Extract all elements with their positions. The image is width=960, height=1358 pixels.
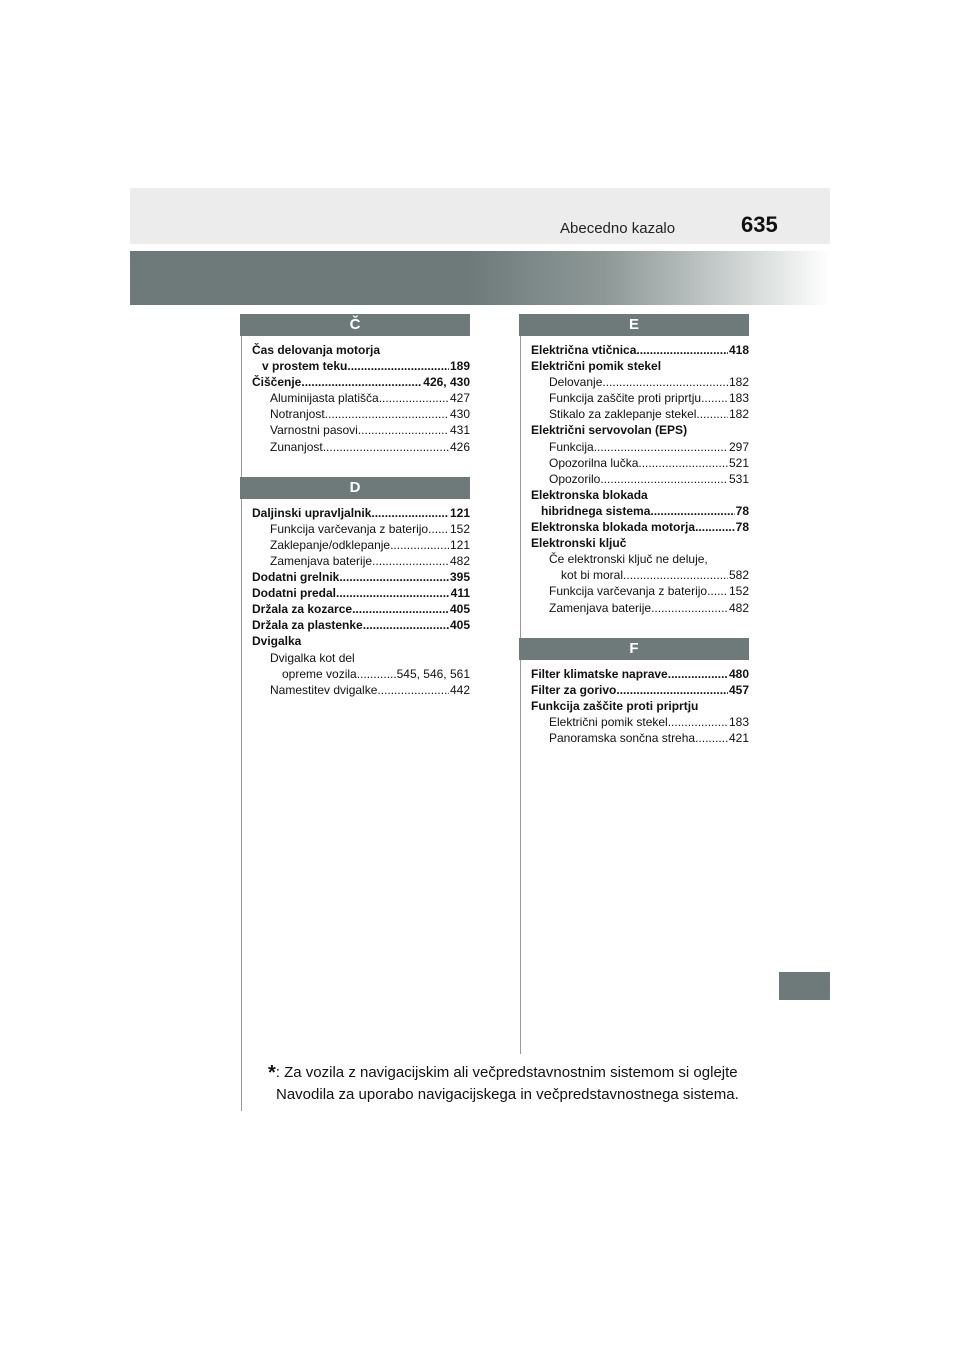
index-entry xyxy=(240,374,470,390)
entry-page-ref: 405 xyxy=(449,618,470,633)
entry-term: Stikalo za zaklepanje stekel xyxy=(549,407,697,422)
dot-leader xyxy=(339,569,449,585)
entry-term: Filter za gorivo xyxy=(531,682,617,697)
page-title: Abecedno kazalo xyxy=(560,220,676,237)
entry-page-ref: 182 xyxy=(728,407,749,422)
entry-page-ref: 521 xyxy=(728,455,749,470)
index-entry xyxy=(240,521,470,537)
dot-leader xyxy=(668,714,728,730)
index-entry xyxy=(519,406,749,422)
index-entry xyxy=(519,390,749,406)
entry-page-ref: 405 xyxy=(449,602,470,617)
dot-leader xyxy=(668,666,728,682)
entry-page-ref: 152 xyxy=(728,584,749,599)
index-column-left xyxy=(240,314,470,698)
entry-page-ref: 411 xyxy=(450,586,470,601)
index-entry xyxy=(519,374,749,390)
entry-term: opreme vozila xyxy=(282,666,357,681)
index-entry xyxy=(240,601,470,617)
entry-term: Notranjost xyxy=(270,407,325,422)
index-entry xyxy=(240,585,470,601)
dot-leader xyxy=(650,503,734,519)
entry-term: Funkcija zaščite proti priprtju xyxy=(531,698,699,713)
entry-term: Funkcija xyxy=(549,439,594,454)
index-entry xyxy=(519,342,749,358)
index-entry xyxy=(519,730,749,746)
entry-term: Električna vtičnica xyxy=(531,343,637,357)
entry-page-ref: 189 xyxy=(449,359,470,374)
entry-page-ref: 183 xyxy=(728,391,749,406)
page-number: 635 xyxy=(741,212,778,237)
dot-leader xyxy=(325,406,449,422)
dot-leader xyxy=(594,439,728,455)
entry-term: Zamenjava baterije xyxy=(549,600,652,615)
entry-page-ref: 480 xyxy=(728,666,749,681)
index-entry xyxy=(240,390,470,406)
entry-page-ref: 152 xyxy=(449,521,470,536)
dot-leader xyxy=(363,617,449,633)
entry-term: Opozorilo xyxy=(549,471,601,486)
index-entry xyxy=(519,666,749,682)
entry-page-ref: 78 xyxy=(735,503,749,518)
entry-term: Delovanje xyxy=(549,375,603,390)
dot-leader xyxy=(377,682,449,698)
index-entry xyxy=(519,682,749,698)
entry-page-ref: 430 xyxy=(449,407,470,422)
entry-term: Filter klimatske naprave xyxy=(531,666,668,681)
index-entry xyxy=(240,682,470,698)
dot-leader xyxy=(600,471,728,487)
entry-page-ref: 421 xyxy=(728,730,749,745)
section-thumb-tab xyxy=(779,972,830,1000)
dot-leader xyxy=(358,422,449,438)
entry-page-ref: 121 xyxy=(449,505,470,520)
entry-page-ref: 482 xyxy=(728,600,749,615)
index-entry xyxy=(519,503,749,519)
index-column-right xyxy=(519,314,749,746)
entry-term: Držala za kozarce xyxy=(252,602,353,617)
entry-term: Zaklepanje/odklepanje xyxy=(270,537,391,552)
entry-page-ref: 457 xyxy=(728,682,749,697)
dot-leader xyxy=(696,406,728,422)
entry-term: Dvigalka xyxy=(252,634,302,649)
dot-leader xyxy=(347,358,449,374)
index-entry xyxy=(240,439,470,455)
entry-page-ref: 182 xyxy=(728,375,749,390)
entry-page-ref: 183 xyxy=(728,714,749,729)
dot-leader xyxy=(379,390,449,406)
dot-leader xyxy=(352,601,449,617)
index-entry xyxy=(519,551,749,567)
index-entry xyxy=(240,406,470,422)
index-entry xyxy=(519,455,749,471)
section-gap xyxy=(240,455,470,477)
entry-term: Funkcija varčevanja z baterijo xyxy=(270,521,429,536)
dot-leader xyxy=(357,666,396,682)
footnote xyxy=(268,1062,750,1105)
entry-term: Električni pomik stekel xyxy=(531,359,662,374)
index-entry xyxy=(519,535,749,551)
dot-leader xyxy=(371,505,449,521)
entry-term: Panoramska sončna streha xyxy=(549,730,696,745)
entry-term: Daljinski upravljalnik xyxy=(252,505,372,520)
dot-leader xyxy=(616,682,728,698)
entry-page-ref: 582 xyxy=(728,568,749,583)
index-entry xyxy=(519,471,749,487)
entry-page-ref: 78 xyxy=(735,520,749,535)
entry-term: Držala za plastenke xyxy=(252,618,363,633)
entry-page-ref: 431 xyxy=(449,423,470,438)
section-letter-header: E xyxy=(519,314,749,336)
entry-page-ref: 418 xyxy=(728,343,749,357)
dot-leader xyxy=(428,521,449,537)
footnote-line-2: Navodila za uporabo navigacijskega in večpredstavnostnega sistema. xyxy=(276,1086,739,1103)
dot-leader xyxy=(602,374,728,390)
dot-leader xyxy=(695,519,735,535)
entry-page-ref: 442 xyxy=(449,682,470,697)
entry-term: Elektronski ključ xyxy=(531,536,627,551)
gradient-banner xyxy=(130,251,830,305)
index-entry xyxy=(240,617,470,633)
dot-leader xyxy=(323,439,449,455)
entry-page-ref: 426 xyxy=(449,439,470,454)
index-entry xyxy=(240,505,470,521)
entry-page-ref: 121 xyxy=(449,537,470,552)
index-entry xyxy=(519,519,749,535)
index-entry xyxy=(240,666,470,682)
entry-term: Če elektronski ključ ne deluje, xyxy=(549,552,708,567)
footnote-text-1: : Za vozila z navigacijskim ali večpredstavnostnim sistemom si oglejte xyxy=(275,1064,738,1081)
dot-leader xyxy=(638,455,728,471)
index-entry xyxy=(519,358,749,374)
entry-term: Opozorilna lučka xyxy=(549,455,639,470)
index-entry xyxy=(519,698,749,714)
dot-leader xyxy=(623,567,728,583)
dot-leader xyxy=(301,374,422,390)
entry-term: Čiščenje xyxy=(252,375,302,390)
entry-term: Elektronska blokada xyxy=(531,487,648,502)
entry-page-ref: 297 xyxy=(728,439,749,454)
dot-leader xyxy=(390,537,449,553)
entry-term: Zamenjava baterije xyxy=(270,553,373,568)
entry-page-ref: 531 xyxy=(728,471,749,486)
entry-term: Električni pomik stekel xyxy=(549,714,668,729)
entry-term: v prostem teku xyxy=(262,359,348,374)
dot-leader xyxy=(707,583,728,599)
entry-term: hibridnega sistema xyxy=(541,503,651,518)
index-entry xyxy=(240,342,470,358)
section-letter-header: D xyxy=(240,477,470,499)
index-entry xyxy=(519,422,749,438)
index-entry xyxy=(240,537,470,553)
index-entry xyxy=(240,422,470,438)
section-letter-header: F xyxy=(519,638,749,660)
entry-term: Dodatni grelnik xyxy=(252,570,340,585)
entry-page-ref: 482 xyxy=(449,553,470,568)
entry-page-ref: 427 xyxy=(449,391,470,406)
entry-term: Zunanjost xyxy=(270,439,323,454)
entry-term: kot bi moral xyxy=(561,568,624,583)
section-letter-header: Č xyxy=(240,314,470,336)
entry-term: Namestitev dvigalke xyxy=(270,682,378,697)
dot-leader xyxy=(695,730,728,746)
index-entry xyxy=(519,583,749,599)
index-entry xyxy=(519,567,749,583)
entry-term: Elektronska blokada motorja xyxy=(531,520,696,535)
index-entry xyxy=(519,714,749,730)
index-entry xyxy=(519,487,749,503)
entry-term: Električni servovolan (EPS) xyxy=(531,423,688,438)
dot-leader xyxy=(636,342,728,358)
entry-term: Funkcija varčevanja z baterijo xyxy=(549,584,708,599)
index-entry xyxy=(519,439,749,455)
dot-leader xyxy=(336,585,450,601)
entry-term: Aluminijasta platišča xyxy=(270,391,379,406)
entry-term: Funkcija zaščite proti priprtju xyxy=(549,391,702,406)
footnote-line-1 xyxy=(268,1062,750,1084)
entry-term: Dvigalka kot del xyxy=(270,650,355,665)
index-entry xyxy=(240,553,470,569)
entry-term: Dodatni predal xyxy=(252,586,337,601)
entry-term: Čas delovanja motorja xyxy=(252,343,381,357)
header-band xyxy=(130,188,830,244)
index-entry xyxy=(240,650,470,666)
entry-page-ref: 426, 430 xyxy=(423,375,470,390)
footnote-marker: * xyxy=(268,1062,276,1084)
dot-leader xyxy=(372,553,449,569)
entry-page-ref: 395 xyxy=(449,570,470,585)
entry-page-ref: 545, 546, 561 xyxy=(396,666,470,681)
dot-leader xyxy=(701,390,728,406)
dot-leader xyxy=(651,600,728,616)
index-entry xyxy=(519,600,749,616)
entry-term: Varnostni pasovi xyxy=(270,423,358,438)
index-entry xyxy=(240,358,470,374)
section-gap xyxy=(519,616,749,638)
index-entry xyxy=(240,569,470,585)
index-entry xyxy=(240,633,470,649)
